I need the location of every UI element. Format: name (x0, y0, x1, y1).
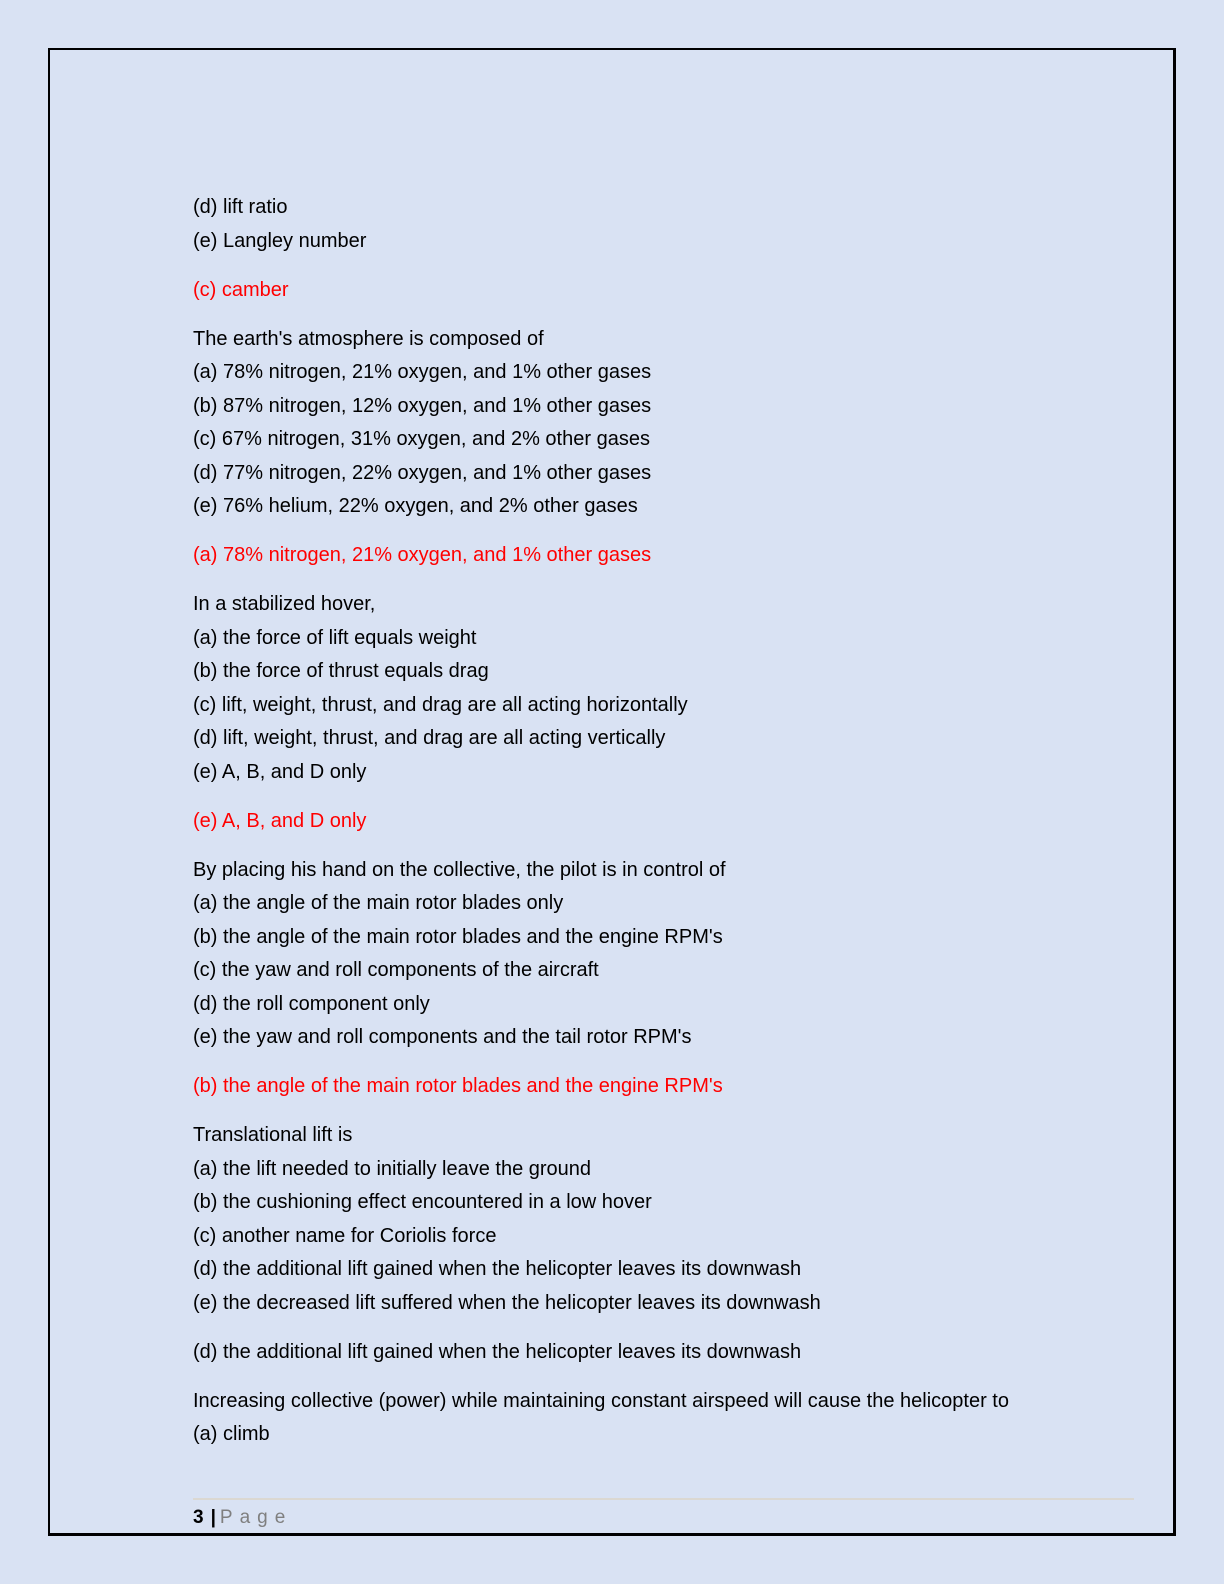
question-block (193, 323, 1153, 524)
text-line: (d) lift ratio (193, 196, 288, 218)
text-line: (c) lift, weight, thrust, and drag are all acting horizontally (193, 693, 688, 716)
text-line: (d) lift, weight, thrust, and drag are all acting vertically (193, 727, 666, 749)
answer-block (193, 1336, 1153, 1370)
text-line: (b) the angle of the main rotor blades and the engine RPM's (193, 925, 723, 948)
answer-line: (e) A, B, and D only (193, 809, 367, 832)
answer-line: (a) 78% nitrogen, 21% oxygen, and 1% other gases (193, 544, 652, 566)
text-line: (d) 77% nitrogen, 22% oxygen, and 1% other gases (193, 461, 652, 484)
text-line: (a) the angle of the main rotor blades only (193, 892, 564, 914)
text-line: (a) the force of lift equals weight (193, 626, 477, 649)
text-line: (e) the yaw and roll components and the tail rotor RPM's (193, 1026, 692, 1048)
question-block (193, 1385, 1153, 1452)
text-line: By placing his hand on the collective, the pilot is in control of (193, 858, 726, 881)
answer-block (193, 539, 1153, 573)
text-line: (a) 78% nitrogen, 21% oxygen, and 1% other gases (193, 361, 652, 383)
text-line: (e) Langley number (193, 229, 367, 252)
text-line: Translational lift is (193, 1124, 353, 1146)
footer-divider (193, 1498, 1134, 1500)
options-block (193, 191, 1153, 258)
text-line: (e) A, B, and D only (193, 760, 367, 783)
question-block (193, 854, 1153, 1055)
answer-block (193, 274, 1153, 308)
text-line: (b) the force of thrust equals drag (193, 660, 489, 682)
footer-separator: | (210, 1507, 216, 1528)
text-line: The earth's atmosphere is composed of (193, 327, 544, 350)
page-number: 3 (193, 1507, 204, 1528)
text-line: In a stabilized hover, (193, 593, 376, 615)
answer-line: (c) camber (193, 278, 289, 301)
document-content (193, 191, 1153, 1467)
question-block (193, 1119, 1153, 1320)
text-line: (a) climb (193, 1423, 270, 1445)
text-line: (c) the yaw and roll components of the aircraft (193, 959, 599, 981)
page-border-frame (48, 48, 1176, 1536)
text-line: (c) another name for Coriolis force (193, 1224, 497, 1247)
footer-text (193, 1506, 1134, 1530)
answer-line: (d) the additional lift gained when the helicopter leaves its downwash (193, 1340, 802, 1363)
answer-block (193, 805, 1153, 839)
text-line: (e) 76% helium, 22% oxygen, and 2% other gases (193, 495, 638, 517)
footer-page-label: Page (219, 1507, 293, 1528)
text-line: (a) the lift needed to initially leave the ground (193, 1157, 592, 1180)
question-block (193, 588, 1153, 789)
text-line: (c) 67% nitrogen, 31% oxygen, and 2% other gases (193, 428, 650, 450)
answer-block (193, 1070, 1153, 1104)
answer-line: (b) the angle of the main rotor blades and the engine RPM's (193, 1075, 723, 1097)
text-line: (d) the roll component only (193, 992, 430, 1015)
text-line: (b) 87% nitrogen, 12% oxygen, and 1% other gases (193, 394, 652, 417)
text-line: (b) the cushioning effect encountered in a low hover (193, 1191, 652, 1213)
text-line: (d) the additional lift gained when the helicopter leaves its downwash (193, 1258, 802, 1280)
text-line: (e) the decreased lift suffered when the helicopter leaves its downwash (193, 1291, 821, 1314)
page-footer (193, 1498, 1134, 1530)
text-line: Increasing collective (power) while maintaining constant airspeed will cause the helicopter to (193, 1389, 1009, 1412)
